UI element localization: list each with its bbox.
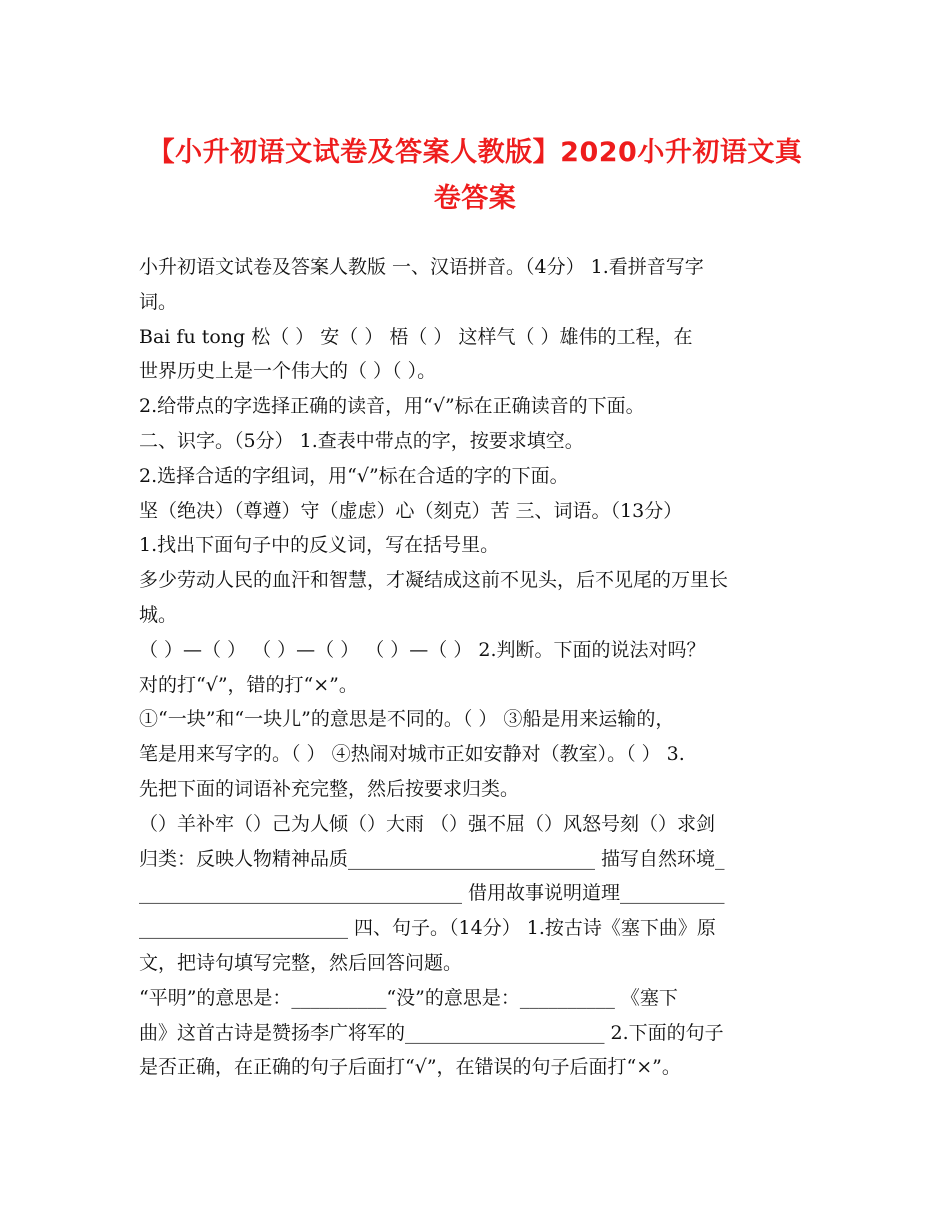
document-body (139, 250, 819, 1085)
text-line: Bai fu tong 松（ ） 安（ ） 梧（ ） 这样气（ ）雄伟的工程，在 (139, 325, 693, 348)
text-line: 先把下面的词语补充完整，然后按要求归类。 (139, 777, 520, 800)
text-line: 对的打“√”，错的打“×”。 (139, 673, 358, 696)
text-line: 1.找出下面句子中的反义词，写在括号里。 (139, 534, 500, 557)
text-line: ①“一块”和“一块儿”的意思是不同的。（ ） ③船是用来运输的， (139, 708, 675, 731)
text-line: ______________________ 四、句子。（14分） 1.按古诗《塞下曲》原 (139, 917, 716, 940)
document-title-line-1: 【小升初语文试卷及答案人教版】2020小升初语文真 (147, 137, 803, 168)
text-line: 2.选择合适的字组词，用“√”标在合适的字的下面。 (139, 464, 569, 487)
text-line: 词。 (139, 290, 178, 313)
text-line: __________________________________ 借用故事说明道理___________ (139, 882, 725, 905)
text-line: 世界历史上是一个伟大的（ ）（ ）。 (139, 360, 437, 383)
text-line: 笔是用来写字的。（ ） ④热闹对城市正如安静对（教室）。（ ） 3. (139, 743, 685, 766)
text-line: 坚（绝决）（尊遵）守（虚虑）心（刻克）苦 三、词语。（13分） (139, 499, 683, 522)
document-title-line-2: 卷答案 (433, 183, 517, 214)
text-line: 城。 (139, 603, 178, 626)
text-line: 是否正确，在正确的句子后面打“√”，在错误的句子后面打“×”。 (139, 1056, 681, 1079)
text-line: （ ）—（ ） （ ）—（ ） （ ）—（ ） 2.判断。下面的说法对吗？ (139, 638, 706, 661)
text-line: 文，把诗句填写完整，然后回答问题。 (139, 951, 463, 974)
text-line: 小升初语文试卷及答案人教版 一、汉语拼音。（4分） 1.看拼音写字 (139, 256, 704, 278)
text-line: 归类：反映人物精神品质__________________________ 描写自然环境_ (139, 847, 725, 870)
text-line: 2.给带点的字选择正确的读音，用“√”标在正确读音的下面。 (139, 395, 645, 418)
text-line: （）羊补牢（）己为人倾（）大雨 （）强不屈（）风怒号刻（）求剑 (139, 812, 716, 835)
text-line: 曲》这首古诗是赞扬李广将军的_____________________ 2.下面的句子 (139, 1021, 724, 1044)
text-line: 多少劳动人民的血汗和智慧，才凝结成这前不见头，后不见尾的万里长 (139, 569, 729, 592)
text-line: 二、识字。（5分） 1.查表中带点的字，按要求填空。 (139, 429, 584, 452)
text-line: “平明”的意思是：__________“没”的意思是：__________ 《塞下 (139, 986, 678, 1009)
